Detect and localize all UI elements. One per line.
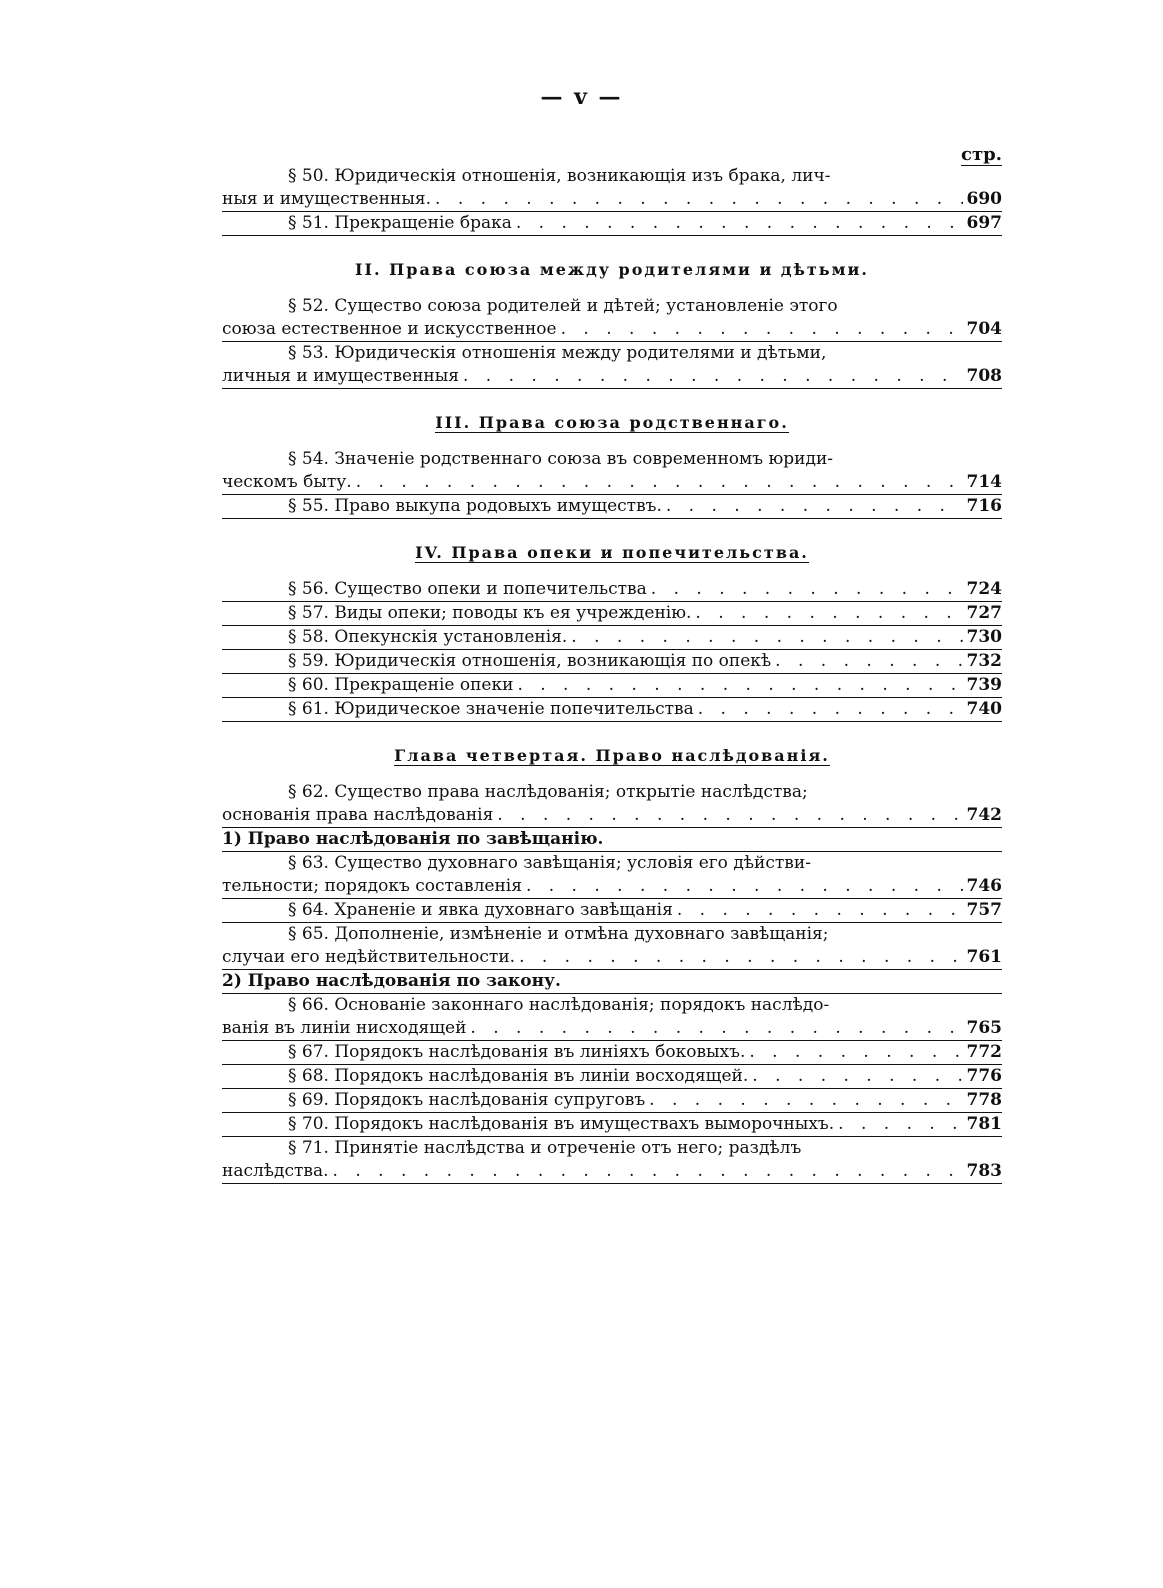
entry-title: § 52. Существо союза родителей и дѣтей; установленіе этого bbox=[288, 296, 838, 316]
entry-line bbox=[222, 1089, 1002, 1112]
dot-leader bbox=[752, 1065, 962, 1088]
entry-line bbox=[222, 448, 1002, 471]
toc-entry bbox=[222, 852, 1002, 899]
entry-page-number: 714 bbox=[966, 472, 1002, 492]
dot-leader bbox=[775, 650, 962, 673]
toc-entry bbox=[222, 650, 1002, 674]
dot-leader bbox=[838, 1113, 962, 1136]
entry-title-continued: ческомъ быту. bbox=[222, 472, 352, 492]
page-number: — v — bbox=[540, 84, 623, 110]
section-title-text: Глава четвертая. Право наслѣдованія. bbox=[394, 746, 830, 765]
entry-line bbox=[222, 342, 1002, 365]
entry-page-number: 727 bbox=[966, 603, 1002, 623]
entry-line bbox=[222, 1065, 1002, 1088]
entry-line bbox=[222, 674, 1002, 697]
entry-title: § 63. Существо духовнаго завѣщанія; условія его дѣйстви- bbox=[288, 853, 811, 873]
entry-title: § 67. Порядокъ наслѣдованія въ линіяхъ боковыхъ. bbox=[288, 1042, 746, 1062]
page-column-header bbox=[222, 143, 1002, 165]
toc-entry bbox=[222, 899, 1002, 923]
entry-page-number: 697 bbox=[966, 213, 1002, 233]
toc-entry bbox=[222, 1089, 1002, 1113]
entry-page-number: 757 bbox=[966, 900, 1002, 920]
entry-page-number: 740 bbox=[966, 699, 1002, 719]
entry-page-number: 772 bbox=[966, 1042, 1002, 1062]
toc-entry bbox=[222, 295, 1002, 342]
dot-leader bbox=[470, 1017, 962, 1040]
entry-title: § 70. Порядокъ наслѣдованія въ имуществахъ выморочныхъ. bbox=[288, 1114, 835, 1134]
entry-title: § 71. Принятіе наслѣдства и отреченіе отъ него; раздѣлъ bbox=[288, 1138, 802, 1158]
entry-title-continued: тельности; порядокъ составленія bbox=[222, 876, 522, 896]
dot-leader bbox=[517, 674, 962, 697]
entry-line bbox=[222, 994, 1002, 1017]
entry-line bbox=[222, 495, 1002, 518]
entry-page-number: 761 bbox=[966, 947, 1002, 967]
entry-page-number: 732 bbox=[966, 651, 1002, 671]
entry-line bbox=[222, 212, 1002, 235]
entry-title: § 61. Юридическое значеніе попечительства bbox=[288, 699, 694, 719]
dot-leader bbox=[677, 899, 963, 922]
section-title-text: III. Права союза родственнаго. bbox=[435, 413, 789, 432]
entry-line-continued bbox=[222, 946, 1002, 969]
entry-title: § 50. Юридическія отношенія, возникающія изъ брака, лич- bbox=[288, 166, 831, 186]
entry-line-continued bbox=[222, 471, 1002, 494]
entry-title: § 65. Дополненіе, измѣненіе и отмѣна духовнаго завѣщанія; bbox=[288, 924, 829, 944]
entry-page-number: 708 bbox=[966, 366, 1002, 386]
dot-leader bbox=[463, 365, 963, 388]
entry-line bbox=[222, 295, 1002, 318]
toc-entry bbox=[222, 578, 1002, 602]
entry-line bbox=[222, 165, 1002, 188]
subsection-heading: 2) Право наслѣдованія по закону. bbox=[222, 970, 1002, 994]
toc-entry bbox=[222, 1065, 1002, 1089]
dot-leader bbox=[561, 318, 963, 341]
section-title bbox=[222, 541, 1002, 564]
entry-page-number: 716 bbox=[966, 496, 1002, 516]
entry-page-number: 746 bbox=[966, 876, 1002, 896]
dot-leader bbox=[649, 1089, 962, 1112]
toc-entry bbox=[222, 448, 1002, 495]
section-title bbox=[222, 258, 1002, 281]
entry-line bbox=[222, 781, 1002, 804]
entry-line bbox=[222, 899, 1002, 922]
subsection-heading: 1) Право наслѣдованія по завѣщанію. bbox=[222, 828, 1002, 852]
entry-title: § 62. Существо права наслѣдованія; открытіе наслѣдства; bbox=[288, 782, 808, 802]
entry-title: § 54. Значеніе родственнаго союза въ современномъ юриди- bbox=[288, 449, 834, 469]
toc-entry bbox=[222, 781, 1002, 828]
entry-line-continued bbox=[222, 1017, 1002, 1040]
entry-title-continued: ныя и имущественныя. bbox=[222, 189, 432, 209]
entry-line bbox=[222, 698, 1002, 721]
entry-title: § 56. Существо опеки и попечительства bbox=[288, 579, 647, 599]
dot-leader bbox=[497, 804, 962, 827]
entry-title: § 51. Прекращеніе брака bbox=[288, 213, 512, 233]
entry-title: § 55. Право выкупа родовыхъ имуществъ. bbox=[288, 496, 662, 516]
entry-page-number: 739 bbox=[966, 675, 1002, 695]
dot-leader bbox=[571, 626, 962, 649]
dot-leader bbox=[435, 188, 962, 211]
dot-leader bbox=[356, 471, 963, 494]
entry-page-number: 704 bbox=[966, 319, 1002, 339]
section-title bbox=[222, 744, 1002, 767]
entry-line-continued bbox=[222, 188, 1002, 211]
dot-leader bbox=[333, 1160, 963, 1183]
entry-page-number: 724 bbox=[966, 579, 1002, 599]
section-title bbox=[222, 411, 1002, 434]
entry-page-number: 765 bbox=[966, 1018, 1002, 1038]
entry-page-number: 730 bbox=[966, 627, 1002, 647]
entry-line-continued bbox=[222, 365, 1002, 388]
dot-leader bbox=[516, 212, 963, 235]
toc-entry bbox=[222, 674, 1002, 698]
entry-title: § 69. Порядокъ наслѣдованія супруговъ bbox=[288, 1090, 646, 1110]
entry-title: § 68. Порядокъ наслѣдованія въ линіи восходящей. bbox=[288, 1066, 749, 1086]
entry-title: § 53. Юридическія отношенія между родителями и дѣтьми, bbox=[288, 343, 827, 363]
entry-page-number: 781 bbox=[966, 1114, 1002, 1134]
section-title-text: II. Права союза между родителями и дѣтьми. bbox=[355, 260, 869, 279]
entry-line bbox=[222, 1113, 1002, 1136]
entry-title: § 59. Юридическія отношенія, возникающія по опекѣ bbox=[288, 651, 772, 671]
page-column-label: стр. bbox=[961, 144, 1002, 165]
toc-entry bbox=[222, 698, 1002, 722]
entry-page-number: 742 bbox=[966, 805, 1002, 825]
entry-title-continued: союза естественное и искусственное bbox=[222, 319, 557, 339]
entry-line bbox=[222, 602, 1002, 625]
toc-entry bbox=[222, 994, 1002, 1041]
dot-leader bbox=[526, 875, 963, 898]
entry-title: § 64. Храненіе и явка духовнаго завѣщанія bbox=[288, 900, 673, 920]
toc-entry bbox=[222, 602, 1002, 626]
toc-entry bbox=[222, 1041, 1002, 1065]
dot-leader bbox=[519, 946, 962, 969]
entry-line bbox=[222, 626, 1002, 649]
entry-page-number: 783 bbox=[966, 1161, 1002, 1181]
dot-leader bbox=[695, 602, 962, 625]
entry-page-number: 776 bbox=[966, 1066, 1002, 1086]
section-title-text: IV. Права опеки и попечительства. bbox=[415, 543, 809, 562]
entry-line bbox=[222, 923, 1002, 946]
toc-entry bbox=[222, 1113, 1002, 1137]
dot-leader bbox=[666, 495, 963, 518]
entry-title-continued: основанія права наслѣдованія bbox=[222, 805, 494, 825]
entry-line bbox=[222, 852, 1002, 875]
entry-line-continued bbox=[222, 875, 1002, 898]
dot-leader bbox=[698, 698, 963, 721]
entry-title-continued: личныя и имущественныя bbox=[222, 366, 459, 386]
entry-line bbox=[222, 650, 1002, 673]
toc-entry bbox=[222, 1137, 1002, 1184]
entry-page-number: 778 bbox=[966, 1090, 1002, 1110]
toc-entry bbox=[222, 923, 1002, 970]
dot-leader bbox=[749, 1041, 962, 1064]
toc-entry bbox=[222, 165, 1002, 212]
entry-title: § 66. Основаніе законнаго наслѣдованія; порядокъ наслѣдо- bbox=[288, 995, 830, 1015]
entry-title-continued: случаи его недѣйствительности. bbox=[222, 947, 516, 967]
entry-title: § 58. Опекунскія установленія. bbox=[288, 627, 568, 647]
toc-entry bbox=[222, 495, 1002, 519]
toc-entry bbox=[222, 342, 1002, 389]
entry-page-number: 690 bbox=[966, 189, 1002, 209]
dot-leader bbox=[651, 578, 963, 601]
toc-entry bbox=[222, 626, 1002, 650]
entry-line bbox=[222, 1041, 1002, 1064]
entry-title: § 57. Виды опеки; поводы къ ея учрежденію. bbox=[288, 603, 692, 623]
entry-line bbox=[222, 1137, 1002, 1160]
entry-title-continued: ванія въ линіи нисходящей bbox=[222, 1018, 467, 1038]
entry-line-continued bbox=[222, 804, 1002, 827]
entry-line-continued bbox=[222, 318, 1002, 341]
entry-title: § 60. Прекращеніе опеки bbox=[288, 675, 514, 695]
toc-entry bbox=[222, 212, 1002, 236]
table-of-contents bbox=[222, 143, 1002, 1184]
entry-title-continued: наслѣдства. bbox=[222, 1161, 329, 1181]
entry-line bbox=[222, 578, 1002, 601]
entry-line-continued bbox=[222, 1160, 1002, 1183]
